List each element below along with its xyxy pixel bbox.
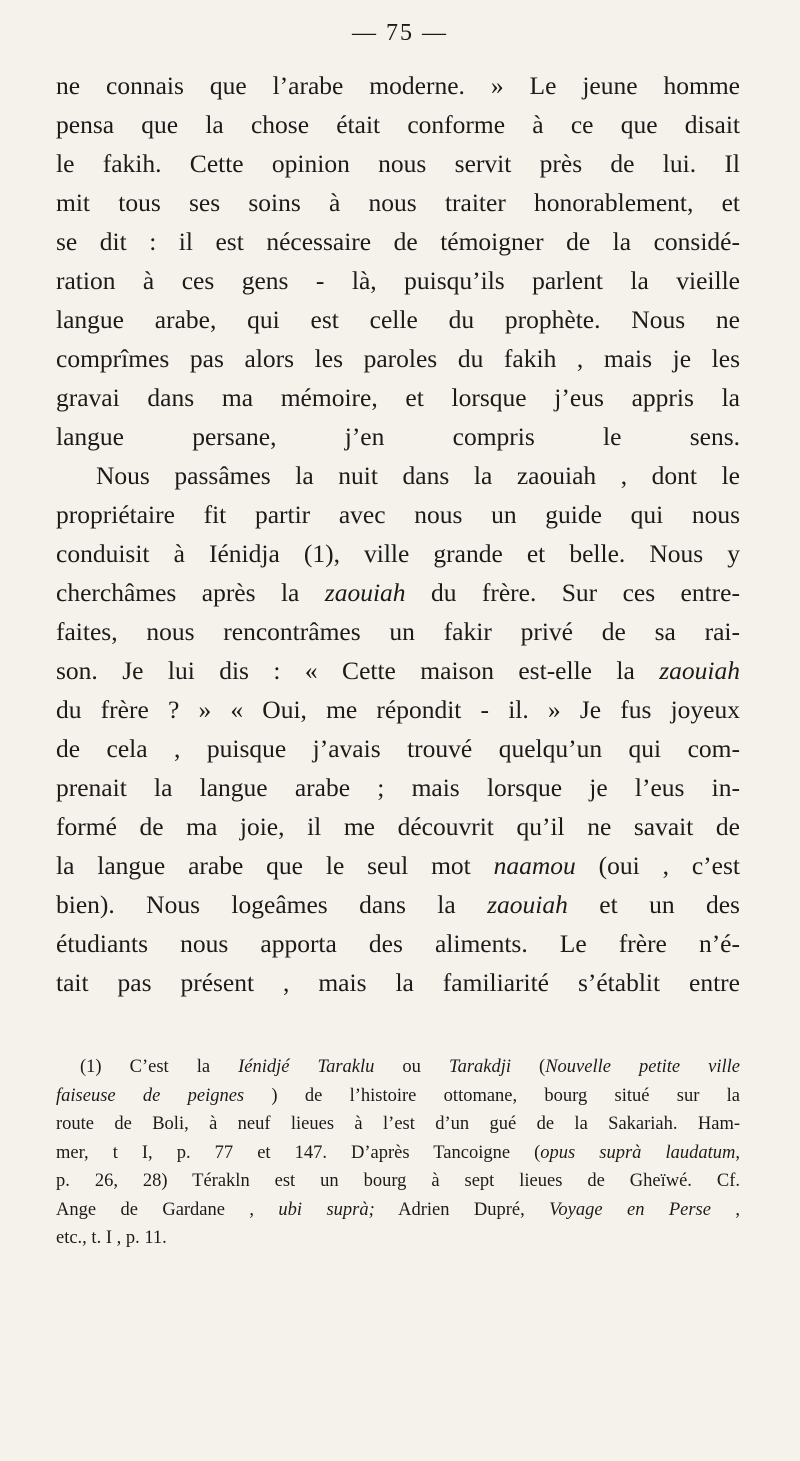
text-line	[56, 846, 740, 885]
text-run: cherchâmes après la	[56, 578, 325, 607]
text-line	[56, 417, 740, 456]
italic-text: opus suprà laudatum	[540, 1142, 736, 1163]
text-line	[56, 495, 740, 534]
italic-text: Nouvelle petite ville	[545, 1057, 740, 1077]
text-line	[56, 612, 740, 651]
text-run: le fakih. Cette opinion nous servit près de lui. Il	[56, 149, 740, 178]
italic-text: Iénidjé Taraklu	[238, 1057, 375, 1077]
italic-text: zaouiah	[487, 890, 568, 919]
text-line	[56, 885, 740, 924]
text-run: ,	[710, 1199, 741, 1220]
footnote-line	[56, 1082, 740, 1111]
footnote-line	[56, 1139, 740, 1168]
italic-text: Voyage en Perse	[549, 1199, 711, 1220]
text-run: pensa que la chose était conforme à ce que disait	[56, 110, 740, 139]
footnote	[56, 1053, 740, 1253]
text-run: langue arabe, qui est celle du prophète. Nous ne	[56, 305, 740, 334]
text-run: Ange de Gardane ,	[56, 1199, 279, 1220]
text-run: mit tous ses soins à nous traiter honorablement, et	[56, 188, 740, 217]
text-line	[56, 339, 740, 378]
footnote-line	[56, 1224, 740, 1253]
text-run: de cela , puisque j’avais trouvé quelqu’un qui com-	[56, 734, 740, 763]
text-run: tait pas présent , mais la familiarité s’établit entre	[56, 968, 740, 997]
text-line	[56, 534, 740, 573]
text-line	[56, 690, 740, 729]
text-run: ou	[374, 1057, 449, 1077]
text-run: ne connais que l’arabe moderne. » Le jeune homme	[56, 71, 740, 100]
footnote-line	[56, 1167, 740, 1196]
text-run: du frère. Sur ces entre-	[405, 578, 740, 607]
text-line	[56, 261, 740, 300]
text-run: faites, nous rencontrâmes un fakir privé de sa rai-	[56, 617, 740, 646]
text-run: gravai dans ma mémoire, et lorsque j’eus appris la	[56, 383, 740, 412]
text-line	[56, 66, 740, 105]
footnote-line	[56, 1053, 740, 1082]
text-run: route de Boli, à neuf lieues à l’est d’un gué de la Sakariah. Ham-	[56, 1114, 740, 1134]
text-run: du frère ? » « Oui, me répondit - il. » Je fus joyeux	[56, 695, 740, 724]
italic-text: naamou	[493, 851, 576, 880]
text-run: formé de ma joie, il me découvrit qu’il ne savait de	[56, 812, 740, 841]
text-run: (	[511, 1057, 546, 1077]
text-run: comprîmes pas alors les paroles du fakih , mais je les	[56, 344, 740, 373]
text-run: ration à ces gens - là, puisqu’ils parlent la vieille	[56, 266, 740, 295]
italic-text: ubi suprà;	[278, 1199, 375, 1220]
text-line	[56, 807, 740, 846]
text-line	[56, 222, 740, 261]
text-line	[56, 573, 740, 612]
text-line	[56, 963, 740, 1002]
text-run: ,	[735, 1142, 740, 1163]
text-line	[56, 729, 740, 768]
italic-text: faiseuse de peignes	[56, 1085, 245, 1106]
text-line	[56, 378, 740, 417]
italic-text: zaouiah	[324, 578, 406, 607]
text-run: ) de l’histoire ottomane, bourg situé sur la	[244, 1085, 740, 1106]
text-line	[56, 924, 740, 963]
text-run: bien). Nous logeâmes dans la	[56, 890, 488, 919]
text-run: mer, t I, p. 77 et 147. D’après Tancoigne (	[56, 1142, 541, 1163]
text-run: (oui , c’est	[575, 851, 740, 880]
text-line	[56, 144, 740, 183]
text-run: la langue arabe que le seul mot	[56, 851, 494, 880]
text-line	[56, 300, 740, 339]
text-run: prenait la langue arabe ; mais lorsque je l’eus in-	[56, 773, 740, 802]
main-text	[56, 66, 740, 1002]
text-run: propriétaire fit partir avec nous un guide qui nous	[56, 500, 740, 529]
text-run: son. Je lui dis : « Cette maison est-elle la	[56, 656, 660, 685]
text-line	[56, 105, 740, 144]
text-line	[56, 768, 740, 807]
text-run: conduisit à Iénidja (1), ville grande et belle. Nous y	[56, 539, 740, 568]
italic-text: zaouiah	[659, 656, 740, 685]
text-run: etc., t. I , p. 11.	[56, 1228, 167, 1248]
text-line	[56, 651, 740, 690]
text-run: (1) C’est la	[80, 1057, 239, 1077]
text-run: et un des	[567, 890, 740, 919]
text-run: se dit : il est nécessaire de témoigner de la considé-	[56, 227, 740, 256]
text-run: Nous passâmes la nuit dans la zaouiah , dont le	[96, 461, 740, 490]
italic-text: Tarakdji	[448, 1057, 512, 1077]
text-run: langue persane, j’en compris le sens.	[56, 422, 740, 451]
text-line	[56, 183, 740, 222]
footnote-line	[56, 1196, 740, 1225]
footnote-line	[56, 1110, 740, 1139]
text-line	[56, 456, 740, 495]
page-number: — 75 —	[352, 20, 448, 46]
text-run: Adrien Dupré,	[374, 1199, 550, 1220]
text-run: étudiants nous apporta des aliments. Le frère n’é-	[56, 929, 740, 958]
text-run: p. 26, 28) Térakln est un bourg à sept lieues de Gheïwé. Cf.	[56, 1171, 740, 1191]
